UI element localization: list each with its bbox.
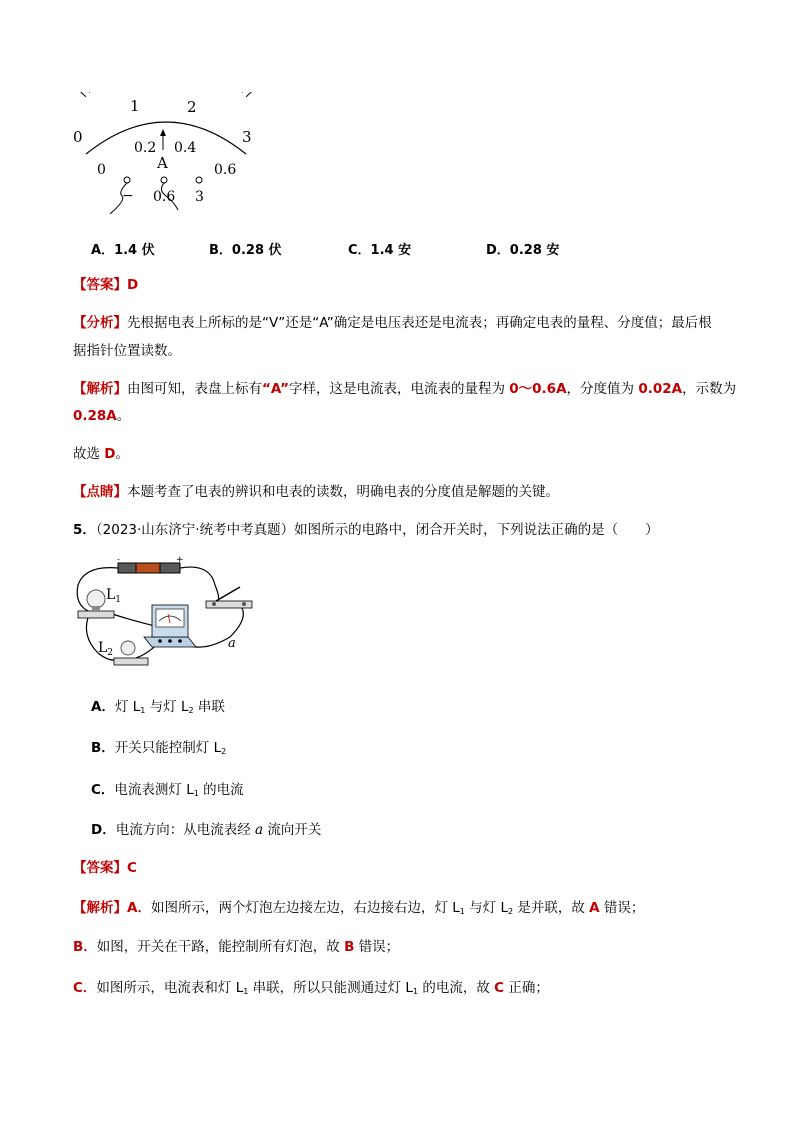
scale-bottom-0.2: 0.2 xyxy=(134,140,157,156)
dial-tick xyxy=(246,92,256,97)
q4-analysis-line2: 据指针位置读数。 xyxy=(73,343,181,359)
dial-tick xyxy=(76,92,86,97)
scale-bottom-0.6: 0.6 xyxy=(214,162,237,178)
scale-bottom-0.4: 0.4 xyxy=(174,140,197,156)
unit-label: A xyxy=(157,154,168,172)
terminal-minus: − xyxy=(122,188,134,204)
q5-option-b[interactable]: B．开关只能控制灯 $L_2$ xyxy=(91,740,227,756)
q4-option-a[interactable]: A．1.4 伏 xyxy=(91,243,155,258)
scale-bottom-0: 0 xyxy=(97,162,106,178)
q4-choose: 故选 D。 xyxy=(73,446,130,462)
scale-top-2: 2 xyxy=(187,98,197,116)
ammeter-dial-figure xyxy=(66,92,266,222)
q5-solution-b: B．如图，开关在干路，能控制所有灯泡，故 B 错误； xyxy=(73,939,400,955)
lamp-l1-label: $L_1$ xyxy=(106,587,122,605)
scale-top-3: 3 xyxy=(242,128,252,146)
q4-answer: 【答案】D xyxy=(73,277,139,293)
terminal-0.6: 0.6 xyxy=(153,189,176,205)
q4-option-c[interactable]: C．1.4 安 xyxy=(348,243,412,258)
battery-minus: - xyxy=(117,555,120,564)
battery-plus: + xyxy=(176,555,184,565)
wire-a-label: a xyxy=(228,636,236,651)
q4-analysis-line1: 【分析】先根据电表上所标的是“V”还是“A”确定是电压表还是电流表；再确定电表的量程、分度值；最后根 xyxy=(73,315,712,331)
q4-solution-line2: 0.28A。 xyxy=(73,408,131,424)
q4-option-d[interactable]: D．0.28 安 xyxy=(486,243,560,258)
circuit-figure xyxy=(70,555,260,675)
q5-option-c[interactable]: C．电流表测灯 $L_1$ 的电流 xyxy=(91,782,244,798)
q4-option-b[interactable]: B．0.28 伏 xyxy=(209,243,282,258)
q4-solution-line1: 【解析】由图可知，表盘上标有“A”字样，这是电流表，电流表的量程为 0～0.6A，分度值为 0.02A，示数为 xyxy=(73,381,737,397)
q5-solution-c: C．如图所示，电流表和灯 $L_1$ 串联，所以只能测通过灯 $L_1$ 的电流，故 C 正确； xyxy=(73,980,549,996)
q5-option-a[interactable]: A．灯 $L_1$ 与灯 $L_2$ 串联 xyxy=(91,699,225,715)
scale-top-1: 1 xyxy=(130,97,140,115)
q5-stem: 5．（2023·山东济宁·统考中考真题）如图所示的电路中，闭合开关时，下列说法正确的是（ ） xyxy=(73,522,659,538)
scale-top-0: 0 xyxy=(73,128,83,146)
q5-solution-a: 【解析】A．如图所示，两个灯泡左边接左边，右边接右边，灯 $L_1$ 与灯 $L_2$ 是并联，故 A 错误； xyxy=(73,900,645,916)
lamp-l2-label: $L_2$ xyxy=(98,640,114,658)
terminal-3: 3 xyxy=(195,189,204,205)
q5-option-d[interactable]: D．电流方向：从电流表经 a 流向开关 xyxy=(91,822,322,838)
q5-answer: 【答案】C xyxy=(73,860,137,876)
q4-comment: 【点睛】本题考查了电表的辨识和电表的读数，明确电表的分度值是解题的关键。 xyxy=(73,484,559,500)
